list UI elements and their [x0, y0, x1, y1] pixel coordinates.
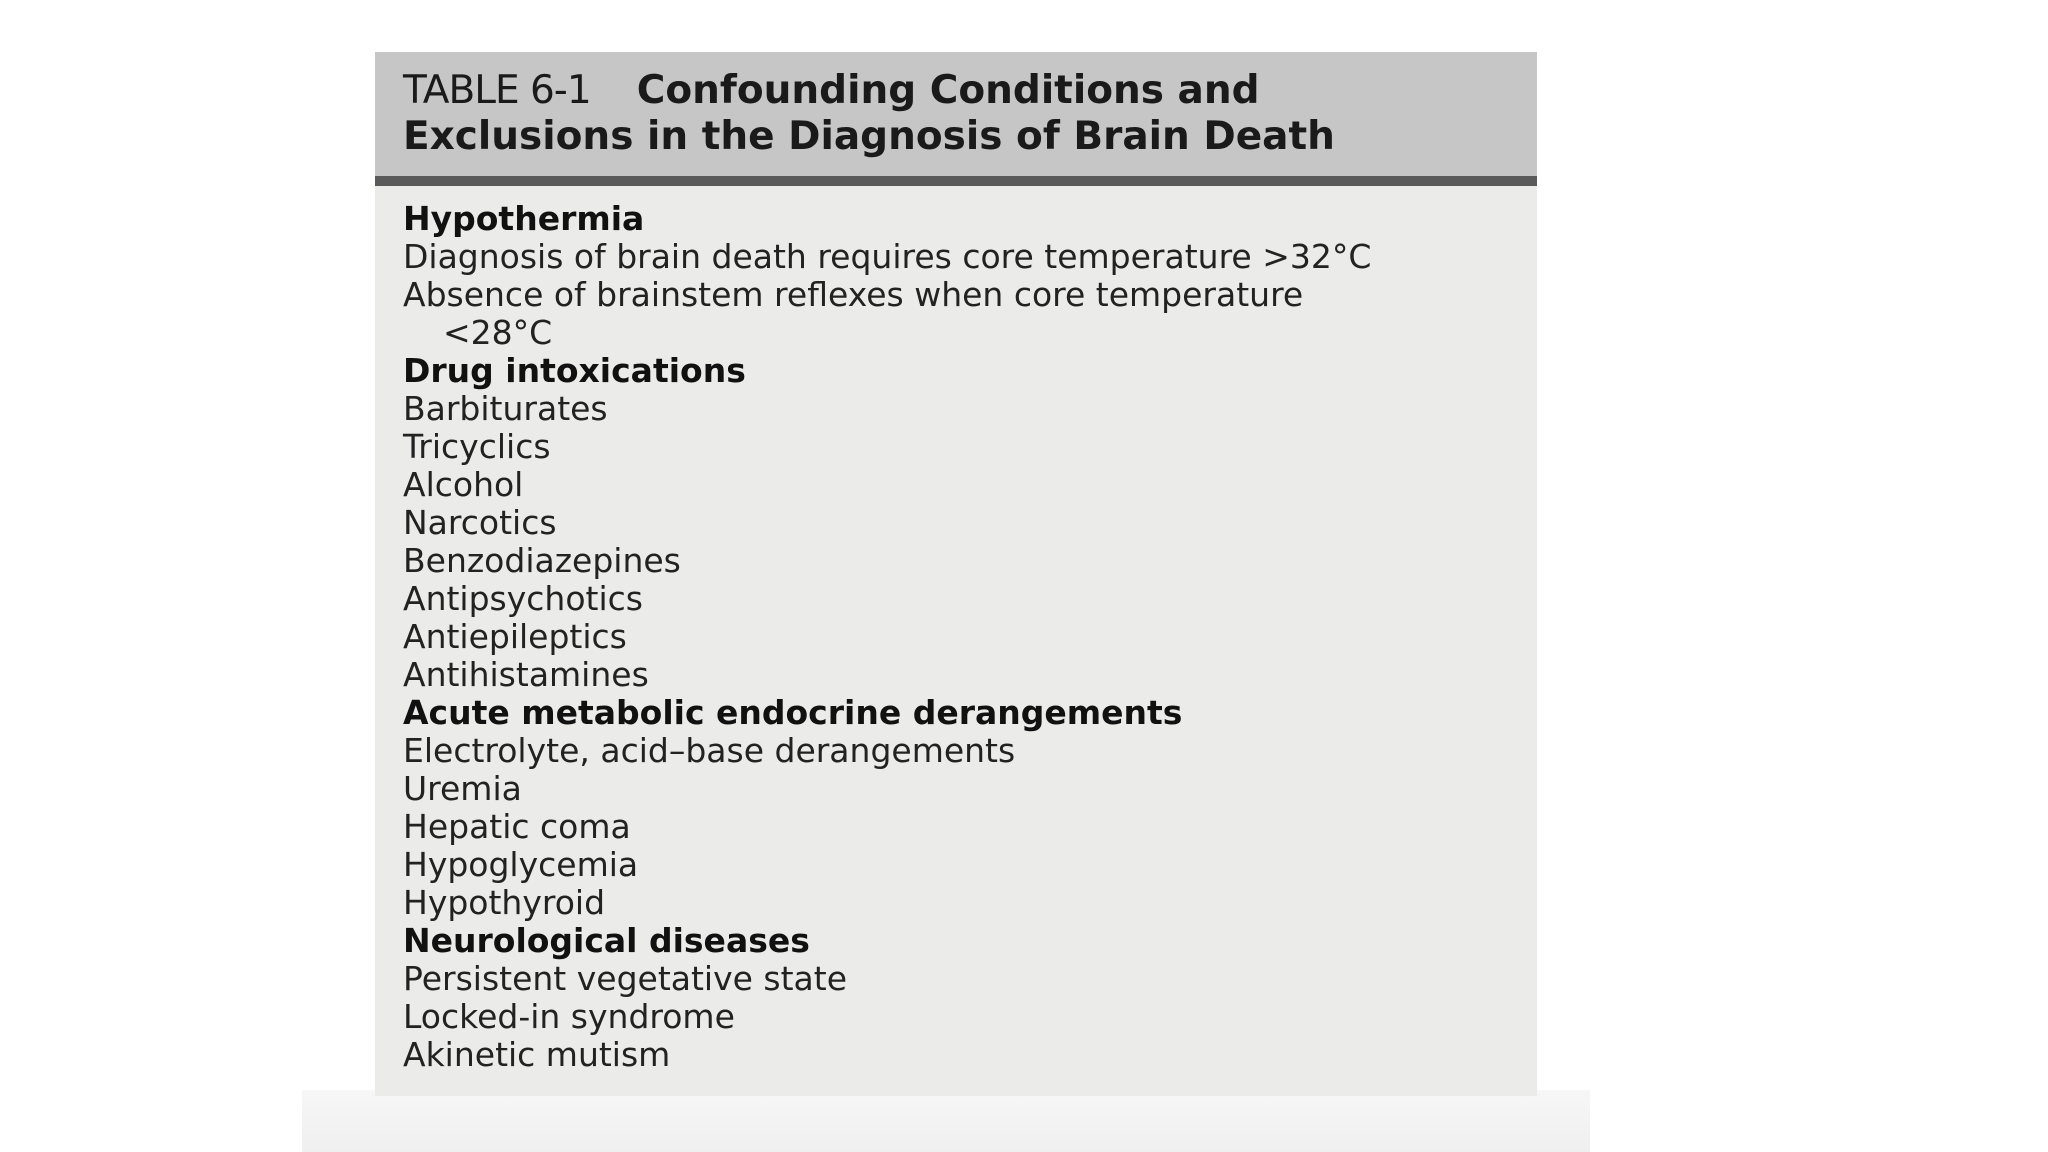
- table-row: Hypothyroid: [403, 883, 606, 922]
- table-row: Benzodiazepines: [403, 541, 681, 580]
- table-6-1: [375, 52, 1537, 1096]
- table-row: Tricyclics: [403, 427, 551, 466]
- section-heading-hypothermia: Hypothermia: [403, 199, 645, 238]
- page-bottom-shade: [302, 1090, 1590, 1152]
- table-row: Antihistamines: [403, 655, 649, 694]
- table-number: TABLE 6-1: [403, 68, 591, 113]
- section-heading-neurological: Neurological diseases: [403, 921, 810, 960]
- table-title-line-1: [403, 68, 1260, 114]
- table-row: Diagnosis of brain death requires core temperature >32°C: [403, 237, 1372, 276]
- section-heading-metabolic: Acute metabolic endocrine derangements: [403, 693, 1183, 732]
- table-row: Locked-in syndrome: [403, 997, 735, 1036]
- table-row: Antipsychotics: [403, 579, 643, 618]
- table-row: Narcotics: [403, 503, 557, 542]
- table-row: Uremia: [403, 769, 522, 808]
- table-row: Hypoglycemia: [403, 845, 639, 884]
- section-heading-drug-intoxications: Drug intoxications: [403, 351, 746, 390]
- table-row: Persistent vegetative state: [403, 959, 848, 998]
- table-title-line-2: Exclusions in the Diagnosis of Brain Death: [403, 114, 1335, 159]
- table-title-part-1: Confounding Conditions and: [636, 68, 1260, 113]
- table-row: Hepatic coma: [403, 807, 631, 846]
- table-row: Antiepileptics: [403, 617, 627, 656]
- table-header: [375, 52, 1537, 176]
- header-divider: [375, 176, 1537, 186]
- table-row: <28°C: [443, 313, 553, 352]
- table-body: [403, 200, 1523, 1074]
- table-row: Alcohol: [403, 465, 524, 504]
- table-row: Absence of brainstem reflexes when core temperature: [403, 275, 1304, 314]
- table-row: Akinetic mutism: [403, 1035, 671, 1074]
- table-row: Electrolyte, acid–base derangements: [403, 731, 1016, 770]
- table-row: Barbiturates: [403, 389, 608, 428]
